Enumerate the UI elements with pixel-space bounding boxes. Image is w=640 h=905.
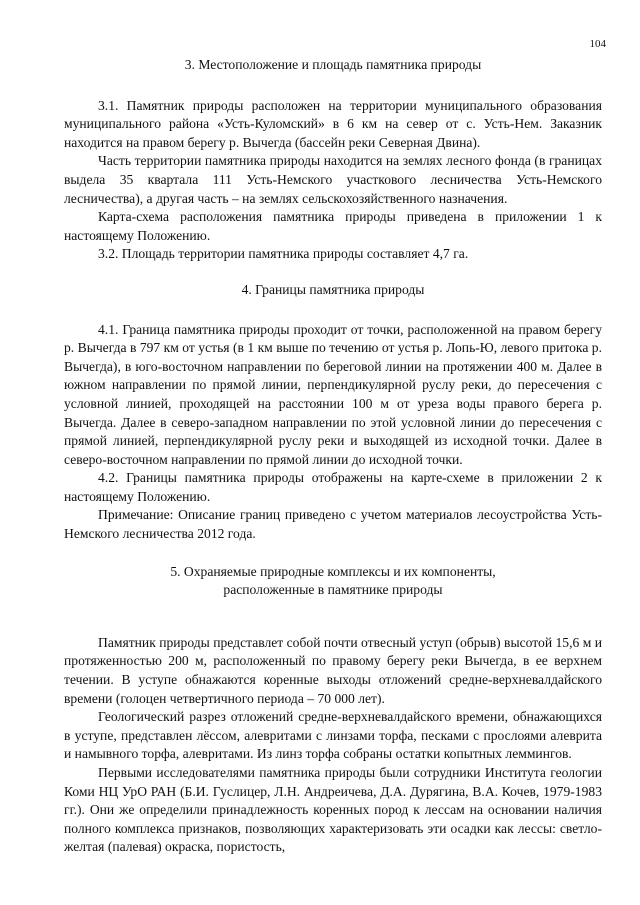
- paragraph-4-1: 4.1. Граница памятника природы проходит от точки, расположенной на правом берегу р. Вычегда в 797 км от устья (в 1 км выше по течению от устья р. Лопь-Ю, левого притока р. Вычегда), в юго-восточном направлении по береговой линии на протяжении 400 м. Далее в южном направлении по прямой линии, перпендикулярной руслу реки, до пересечения с условной линией, проходящей на расстоянии 100 м от уреза воды правого берега р. Вычегда. Далее в северо-западном направлении по этой условной линии до пересечения с прямой линией, перпендикулярной руслу реки и выходящей из исходной точки. Далее в северо-восточном направлении по прямой линии до исходной точки.: [64, 321, 602, 467]
- paragraph-3-1-land: Часть территории памятника природы находится на землях лесного фонда (в границах выдела 35 квартала 111 Усть-Немского участкового лесничества Усть-Немского лесничества), а другая часть – на землях сельскохозяйственного назначения.: [64, 153, 602, 206]
- paragraph-5-description: Памятник природы представлет собой почти отвесный уступ (обрыв) высотой 15,6 м и протяженностью 200 м, расположенный по правому берегу реки Вычегда, в ее верхнем течении. В уступе обнажаются коренные выходы отложений средне-верхневалдайского времени (голоцен четвертичного периода – 70 000 лет).: [64, 634, 602, 706]
- paragraph-5-geology: Геологический разрез отложений средне-верхневалдайского времени, обнажающихся в уступе, представлен лёссом, алевритами с линзами торфа, песками с прослоями алеврита и намывного торфа, алевритами. Из линз торфа собраны остатки копытных леммингов.: [64, 709, 602, 762]
- section-5-heading-line-1: 5. Охраняемые природные комплексы и их компоненты,: [170, 563, 496, 579]
- paragraph-3-1: 3.1. Памятник природы расположен на территории муниципального образования муниципального района «Усть-Куломский» в 6 км на север от с. Усть-Нем. Заказник находится на правом берегу р. Вычегда (бассейн реки Северная Двина).: [64, 97, 602, 150]
- page-content: [64, 56, 602, 857]
- section-5-heading: [64, 563, 602, 600]
- section-4-heading: 4. Границы памятника природы: [241, 281, 425, 297]
- paragraph-4-note: Примечание: Описание границ приведено с учетом материалов лесоустройства Усть-Немского лесничества 2012 года.: [64, 507, 602, 542]
- section-5-heading-line-2: расположенные в памятнике природы: [223, 582, 443, 598]
- paragraph-4-2: 4.2. Границы памятника природы отображены на карте-схеме в приложении 2 к настоящему Положению.: [64, 470, 602, 504]
- paragraph-3-1-map: Карта-схема расположения памятника природы приведена в приложении 1 к настоящему Положению.: [64, 209, 602, 243]
- section-3-heading: 3. Местоположение и площадь памятника природы: [184, 57, 482, 72]
- paragraph-3-2: 3.2. Площадь территории памятника природы составляет 4,7 га.: [98, 246, 469, 262]
- page-number: 104: [589, 38, 606, 50]
- paragraph-5-researchers: Первыми исследователями памятника природы были сотрудники Института геологии Коми НЦ УрО РАН (Б.И. Гуслицер, Л.Н. Андреичева, Д.А. Дурягина, В.А. Кочев, 1979-1983 гг.). Они же определили принадлежность коренных пород к лессам на основании наличия полного комплекса признаков, позволяющих характеризовать эти осадки как лессы: светло-желтая (палевая) окраска, пористость,: [64, 765, 602, 855]
